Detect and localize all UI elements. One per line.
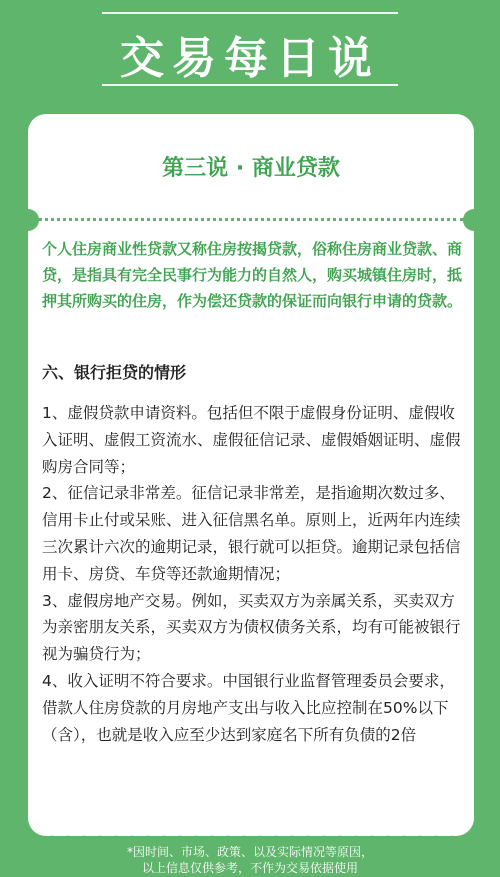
body-text: 1、虚假贷款申请资料。包括但不限于虚假身份证明、虚假收入证明、虚假工资流水、虚假征信记录、虚假婚姻证明、虚假购房合同等； 2、征信记录非常差。征信记录非常差，是指逾期次数过多、信用卡止付或呆账、进入征信黑名单。原则上，近两年内连续三次累计六次的逾期记录，银行就可以拒贷。逾期记录包括信用卡、房贷、车贷等还款逾期情况； 3、虚假房地产交易。例如，买卖双方为亲属关系，买卖双方为亲密朋友关系，买卖双方为债权债务关系，均有可能被银行视为骗贷行为； 4、收入证明不符合要求。中国银行业监督管理委员会要求，借款人住房贷款的月房地产支出与收入比应控制在50%以下（含），也就是收入应至少达到家庭名下所有负债的2倍	[42, 404, 461, 744]
section-heading: 六、银行拒贷的情形	[42, 363, 187, 382]
header-bottom-divider	[102, 84, 398, 86]
disclaimer-line-1: *因时间、市场、政策、以及实际情况等原因，	[126, 845, 373, 859]
content-card	[28, 114, 474, 836]
scalloped-edge	[28, 828, 474, 836]
card-title: 第三说 · 商业贷款	[162, 156, 340, 181]
disclaimer-line-2: 以上信息仅供参考，不作为交易依据使用	[141, 861, 358, 875]
header-top-divider	[102, 12, 398, 14]
page-title: 交易每日说	[120, 33, 380, 84]
intro-paragraph: 个人住房商业性贷款又称住房按揭贷款，俗称住房商业贷款、商贷，是指具有完全民事行为能力的自然人，购买城镇住房时，抵押其所购买的住房，作为偿还贷款的保证而向银行申请的贷款。	[42, 240, 463, 310]
perforation-divider	[38, 218, 464, 221]
disclaimer-footer	[0, 844, 500, 876]
ticket-notch-right	[463, 209, 474, 231]
